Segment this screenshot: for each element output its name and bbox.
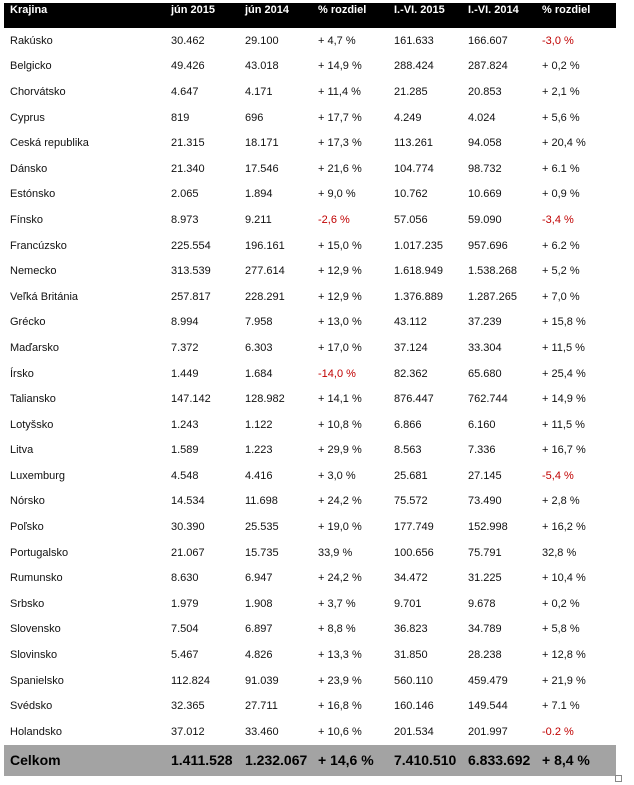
cell-june-2015: 8.973 bbox=[171, 213, 199, 226]
cell-h1-diff: + 0,2 % bbox=[542, 597, 580, 610]
table-row bbox=[4, 361, 616, 387]
cell-h1-2014: 33.304 bbox=[468, 341, 502, 354]
cell-h1-2015: 37.124 bbox=[394, 341, 428, 354]
cell-h1-2015: 9.701 bbox=[394, 597, 422, 610]
table-row bbox=[4, 540, 616, 566]
cell-june-diff: + 17,3 % bbox=[318, 137, 362, 150]
cell-h1-2014: 201.997 bbox=[468, 725, 508, 738]
cell-h1-2015: 21.285 bbox=[394, 85, 428, 98]
table-row bbox=[4, 693, 616, 719]
cell-country: Estónsko bbox=[10, 188, 56, 201]
cell-h1-diff: + 6.2 % bbox=[542, 239, 580, 252]
header-h1-2014: I.-VI. 2014 bbox=[468, 4, 519, 16]
cell-h1-diff: -0.2 % bbox=[542, 725, 574, 738]
table-row bbox=[4, 233, 616, 259]
cell-june-diff: + 15,0 % bbox=[318, 239, 362, 252]
cell-june-2014: 4.826 bbox=[245, 649, 273, 662]
cell-june-2014: 1.122 bbox=[245, 418, 273, 431]
total-june-diff: + 14,6 % bbox=[318, 752, 374, 769]
cell-h1-2014: 149.544 bbox=[468, 700, 508, 713]
cell-country: Holandsko bbox=[10, 725, 62, 738]
table-header bbox=[4, 3, 616, 28]
country-statistics-table bbox=[4, 3, 616, 776]
cell-h1-2014: 28.238 bbox=[468, 649, 502, 662]
cell-h1-2015: 8.563 bbox=[394, 444, 422, 457]
cell-june-diff: -14,0 % bbox=[318, 367, 356, 380]
cell-june-2014: 6.897 bbox=[245, 623, 273, 636]
cell-country: Luxemburg bbox=[10, 469, 66, 482]
cell-june-2015: 8.994 bbox=[171, 316, 199, 329]
statistics-document bbox=[4, 3, 616, 776]
cell-h1-2014: 7.336 bbox=[468, 444, 496, 457]
cell-june-2014: 17.546 bbox=[245, 162, 279, 175]
table-row bbox=[4, 412, 616, 438]
cell-june-diff: + 13,0 % bbox=[318, 316, 362, 329]
cell-h1-2015: 25.681 bbox=[394, 469, 428, 482]
cell-june-diff: + 23,9 % bbox=[318, 674, 362, 687]
cell-h1-2015: 100.656 bbox=[394, 546, 434, 559]
cell-h1-diff: -3,0 % bbox=[542, 34, 574, 47]
cell-june-diff: + 12,9 % bbox=[318, 290, 362, 303]
cell-country: Nemecko bbox=[10, 265, 57, 278]
cell-june-diff: -2,6 % bbox=[318, 213, 350, 226]
cell-h1-diff: + 15,8 % bbox=[542, 316, 586, 329]
cell-h1-diff: + 5,8 % bbox=[542, 623, 580, 636]
cell-country: Slovinsko bbox=[10, 649, 58, 662]
cell-h1-diff: + 2,1 % bbox=[542, 85, 580, 98]
cell-h1-2014: 34.789 bbox=[468, 623, 502, 636]
cell-h1-diff: + 10,4 % bbox=[542, 572, 586, 585]
cell-h1-diff: + 0,2 % bbox=[542, 60, 580, 73]
cell-country: Grécko bbox=[10, 316, 46, 329]
cell-june-2015: 1.243 bbox=[171, 418, 199, 431]
table-row bbox=[4, 156, 616, 182]
cell-h1-2015: 1.376.889 bbox=[394, 290, 443, 303]
cell-june-2015: 1.449 bbox=[171, 367, 199, 380]
table-row bbox=[4, 463, 616, 489]
cell-june-2014: 27.711 bbox=[245, 700, 278, 713]
table-row bbox=[4, 335, 616, 361]
cell-h1-diff: + 12,8 % bbox=[542, 649, 586, 662]
cell-h1-2015: 560.110 bbox=[394, 674, 433, 687]
cell-june-diff: + 17,7 % bbox=[318, 111, 362, 124]
cell-h1-2014: 27.145 bbox=[468, 469, 502, 482]
table-footer bbox=[4, 745, 616, 776]
cell-june-2014: 11.698 bbox=[245, 495, 278, 508]
cell-h1-diff: -3,4 % bbox=[542, 213, 574, 226]
table-row bbox=[4, 668, 616, 694]
cell-june-diff: + 19,0 % bbox=[318, 521, 362, 534]
cell-june-2015: 4.647 bbox=[171, 85, 199, 98]
cell-june-diff: 33,9 % bbox=[318, 546, 353, 559]
cell-june-2014: 15.735 bbox=[245, 546, 279, 559]
cell-h1-diff: -5,4 % bbox=[542, 469, 574, 482]
table-row bbox=[4, 514, 616, 540]
cell-h1-2014: 20.853 bbox=[468, 85, 502, 98]
table-row bbox=[4, 258, 616, 284]
cell-june-2014: 6.303 bbox=[245, 341, 273, 354]
cell-june-2015: 32.365 bbox=[171, 700, 205, 713]
cell-june-2014: 91.039 bbox=[245, 674, 279, 687]
cell-june-2014: 696 bbox=[245, 111, 264, 124]
cell-h1-2015: 113.261 bbox=[394, 137, 433, 150]
cell-june-2015: 7.372 bbox=[171, 341, 199, 354]
table-row bbox=[4, 565, 616, 591]
cell-june-2015: 313.539 bbox=[171, 265, 211, 278]
total-label: Celkom bbox=[10, 752, 61, 769]
cell-june-diff: + 3,7 % bbox=[318, 597, 356, 610]
cell-h1-2014: 10.669 bbox=[468, 188, 502, 201]
cell-h1-2014: 98.732 bbox=[468, 162, 502, 175]
header-h1-diff: % rozdiel bbox=[542, 4, 591, 16]
cell-h1-2015: 876.447 bbox=[394, 393, 434, 406]
cell-country: Svédsko bbox=[10, 700, 53, 713]
cell-june-2014: 33.460 bbox=[245, 725, 279, 738]
cell-june-2015: 112.824 bbox=[171, 674, 210, 687]
cell-h1-2015: 104.774 bbox=[394, 162, 434, 175]
table-row bbox=[4, 642, 616, 668]
table-row bbox=[4, 719, 616, 745]
cell-country: Lotyšsko bbox=[10, 418, 54, 431]
cell-country: Ceská republika bbox=[10, 137, 89, 150]
total-h1-2015: 7.410.510 bbox=[394, 752, 457, 769]
cell-country: Poľsko bbox=[10, 521, 44, 534]
cell-h1-diff: + 11,5 % bbox=[542, 418, 585, 431]
cell-country: Francúzsko bbox=[10, 239, 67, 252]
cell-h1-2015: 82.362 bbox=[394, 367, 428, 380]
cell-june-2015: 147.142 bbox=[171, 393, 211, 406]
cell-june-2015: 2.065 bbox=[171, 188, 199, 201]
cell-h1-diff: + 16,7 % bbox=[542, 444, 586, 457]
cell-h1-2014: 31.225 bbox=[468, 572, 502, 585]
cell-june-2015: 819 bbox=[171, 111, 190, 124]
cell-june-2014: 1.894 bbox=[245, 188, 273, 201]
cell-june-diff: + 8,8 % bbox=[318, 623, 356, 636]
cell-country: Cyprus bbox=[10, 111, 45, 124]
cell-june-2014: 43.018 bbox=[245, 60, 279, 73]
cell-h1-2014: 459.479 bbox=[468, 674, 508, 687]
cell-h1-diff: + 21,9 % bbox=[542, 674, 586, 687]
cell-june-diff: + 29,9 % bbox=[318, 444, 362, 457]
cell-june-2014: 1.684 bbox=[245, 367, 273, 380]
cell-h1-2015: 6.866 bbox=[394, 418, 422, 431]
cell-june-2015: 257.817 bbox=[171, 290, 211, 303]
cell-june-2015: 1.589 bbox=[171, 444, 199, 457]
cell-h1-2014: 94.058 bbox=[468, 137, 502, 150]
cell-h1-diff: + 7.1 % bbox=[542, 700, 580, 713]
cell-country: Rakúsko bbox=[10, 34, 53, 47]
header-row bbox=[4, 3, 616, 28]
cell-country: Veľká Británia bbox=[10, 290, 79, 303]
total-row bbox=[4, 745, 616, 776]
cell-june-2015: 30.390 bbox=[171, 521, 205, 534]
cell-h1-diff: + 20,4 % bbox=[542, 137, 586, 150]
cell-june-2014: 4.416 bbox=[245, 469, 273, 482]
header-june-2014: jún 2014 bbox=[245, 4, 290, 16]
cell-country: Maďarsko bbox=[10, 341, 59, 354]
cell-h1-2014: 1.538.268 bbox=[468, 265, 517, 278]
cell-june-2014: 1.223 bbox=[245, 444, 273, 457]
cell-june-diff: + 10,6 % bbox=[318, 725, 362, 738]
cell-h1-2015: 1.618.949 bbox=[394, 265, 443, 278]
cell-h1-2015: 161.633 bbox=[394, 34, 434, 47]
table-row bbox=[4, 284, 616, 310]
total-h1-diff: + 8,4 % bbox=[542, 752, 590, 769]
resize-handle[interactable] bbox=[615, 775, 622, 782]
table-row bbox=[4, 130, 616, 156]
cell-h1-2015: 4.249 bbox=[394, 111, 422, 124]
cell-h1-diff: + 0,9 % bbox=[542, 188, 580, 201]
cell-june-2014: 29.100 bbox=[245, 34, 279, 47]
cell-country: Srbsko bbox=[10, 597, 45, 610]
cell-h1-2014: 59.090 bbox=[468, 213, 502, 226]
table-row bbox=[4, 617, 616, 643]
cell-june-diff: + 11,4 % bbox=[318, 85, 361, 98]
cell-june-2015: 7.504 bbox=[171, 623, 199, 636]
cell-june-2014: 196.161 bbox=[245, 239, 285, 252]
cell-h1-2014: 166.607 bbox=[468, 34, 508, 47]
cell-june-diff: + 9,0 % bbox=[318, 188, 356, 201]
table-row bbox=[4, 438, 616, 464]
header-country: Krajina bbox=[10, 4, 48, 16]
cell-h1-2014: 957.696 bbox=[468, 239, 508, 252]
cell-country: Rumunsko bbox=[10, 572, 63, 585]
table-row bbox=[4, 54, 616, 80]
cell-h1-2014: 37.239 bbox=[468, 316, 502, 329]
cell-h1-2015: 75.572 bbox=[394, 495, 428, 508]
cell-june-2015: 49.426 bbox=[171, 60, 205, 73]
cell-h1-2014: 6.160 bbox=[468, 418, 496, 431]
cell-country: Spanielsko bbox=[10, 674, 64, 687]
cell-h1-2015: 288.424 bbox=[394, 60, 434, 73]
cell-june-2015: 4.548 bbox=[171, 469, 199, 482]
table-row bbox=[4, 310, 616, 336]
cell-june-2014: 1.908 bbox=[245, 597, 273, 610]
cell-june-2015: 37.012 bbox=[171, 725, 205, 738]
cell-june-2014: 277.614 bbox=[245, 265, 285, 278]
total-june-2015: 1.411.528 bbox=[171, 752, 233, 769]
cell-june-diff: + 24,2 % bbox=[318, 495, 362, 508]
cell-june-diff: + 3,0 % bbox=[318, 469, 356, 482]
cell-h1-2014: 75.791 bbox=[468, 546, 502, 559]
cell-h1-diff: + 14,9 % bbox=[542, 393, 586, 406]
cell-h1-2014: 65.680 bbox=[468, 367, 502, 380]
cell-h1-2014: 287.824 bbox=[468, 60, 508, 73]
header-june-diff: % rozdiel bbox=[318, 4, 367, 16]
cell-june-diff: + 21,6 % bbox=[318, 162, 362, 175]
cell-june-2014: 9.211 bbox=[245, 213, 272, 226]
cell-h1-diff: + 7,0 % bbox=[542, 290, 580, 303]
cell-june-2014: 25.535 bbox=[245, 521, 279, 534]
cell-h1-2014: 9.678 bbox=[468, 597, 496, 610]
cell-country: Belgicko bbox=[10, 60, 52, 73]
total-june-2014: 1.232.067 bbox=[245, 752, 308, 769]
cell-june-2014: 4.171 bbox=[245, 85, 273, 98]
cell-country: Nórsko bbox=[10, 495, 45, 508]
cell-june-diff: + 4,7 % bbox=[318, 34, 356, 47]
table-row bbox=[4, 105, 616, 131]
cell-country: Slovensko bbox=[10, 623, 61, 636]
table-row bbox=[4, 489, 616, 515]
cell-h1-2014: 1.287.265 bbox=[468, 290, 517, 303]
cell-h1-2015: 57.056 bbox=[394, 213, 428, 226]
cell-h1-2015: 10.762 bbox=[394, 188, 428, 201]
cell-june-2014: 7.958 bbox=[245, 316, 273, 329]
cell-june-2015: 225.554 bbox=[171, 239, 211, 252]
cell-country: Litva bbox=[10, 444, 34, 457]
cell-h1-2015: 43.112 bbox=[394, 316, 427, 329]
table-body bbox=[4, 28, 616, 745]
cell-h1-2015: 177.749 bbox=[394, 521, 434, 534]
cell-june-2015: 1.979 bbox=[171, 597, 199, 610]
cell-june-2015: 21.315 bbox=[171, 137, 205, 150]
table-row bbox=[4, 182, 616, 208]
cell-june-2015: 5.467 bbox=[171, 649, 199, 662]
cell-h1-2014: 762.744 bbox=[468, 393, 508, 406]
cell-june-diff: + 24,2 % bbox=[318, 572, 362, 585]
cell-country: Chorvátsko bbox=[10, 85, 66, 98]
cell-june-diff: + 13,3 % bbox=[318, 649, 362, 662]
cell-country: Írsko bbox=[10, 367, 34, 380]
cell-h1-diff: + 5,2 % bbox=[542, 265, 580, 278]
cell-h1-2014: 4.024 bbox=[468, 111, 496, 124]
cell-june-2014: 18.171 bbox=[245, 137, 279, 150]
cell-june-2015: 21.340 bbox=[171, 162, 205, 175]
cell-country: Dánsko bbox=[10, 162, 48, 175]
cell-h1-diff: + 2,8 % bbox=[542, 495, 580, 508]
cell-june-2015: 21.067 bbox=[171, 546, 205, 559]
cell-country: Taliansko bbox=[10, 393, 56, 406]
cell-country: Fínsko bbox=[10, 213, 44, 226]
cell-june-2014: 6.947 bbox=[245, 572, 273, 585]
cell-june-diff: + 16,8 % bbox=[318, 700, 362, 713]
table-row bbox=[4, 591, 616, 617]
table-row bbox=[4, 28, 616, 54]
cell-country: Portugalsko bbox=[10, 546, 69, 559]
cell-h1-2014: 73.490 bbox=[468, 495, 502, 508]
cell-h1-diff: + 16,2 % bbox=[542, 521, 586, 534]
cell-june-2015: 8.630 bbox=[171, 572, 199, 585]
cell-h1-2015: 160.146 bbox=[394, 700, 434, 713]
cell-june-2015: 30.462 bbox=[171, 34, 205, 47]
cell-june-2014: 128.982 bbox=[245, 393, 285, 406]
cell-h1-diff: + 11,5 % bbox=[542, 341, 585, 354]
table-row bbox=[4, 207, 616, 233]
cell-h1-2014: 152.998 bbox=[468, 521, 508, 534]
table-row bbox=[4, 79, 616, 105]
cell-june-diff: + 12,9 % bbox=[318, 265, 362, 278]
cell-h1-diff: + 25,4 % bbox=[542, 367, 586, 380]
cell-june-diff: + 17,0 % bbox=[318, 341, 362, 354]
total-h1-2014: 6.833.692 bbox=[468, 752, 531, 769]
cell-june-2015: 14.534 bbox=[171, 495, 205, 508]
cell-h1-diff: + 5,6 % bbox=[542, 111, 580, 124]
cell-h1-2015: 34.472 bbox=[394, 572, 428, 585]
cell-h1-diff: 32,8 % bbox=[542, 546, 577, 559]
cell-h1-2015: 36.823 bbox=[394, 623, 428, 636]
cell-june-diff: + 14,9 % bbox=[318, 60, 362, 73]
cell-june-2014: 228.291 bbox=[245, 290, 285, 303]
cell-h1-diff: + 6.1 % bbox=[542, 162, 580, 175]
table-row bbox=[4, 386, 616, 412]
header-june-2015: jún 2015 bbox=[171, 4, 216, 16]
cell-h1-2015: 1.017.235 bbox=[394, 239, 443, 252]
cell-june-diff: + 14,1 % bbox=[318, 393, 362, 406]
cell-june-diff: + 10,8 % bbox=[318, 418, 362, 431]
cell-h1-2015: 31.850 bbox=[394, 649, 428, 662]
header-h1-2015: I.-VI. 2015 bbox=[394, 4, 445, 16]
cell-h1-2015: 201.534 bbox=[394, 725, 434, 738]
